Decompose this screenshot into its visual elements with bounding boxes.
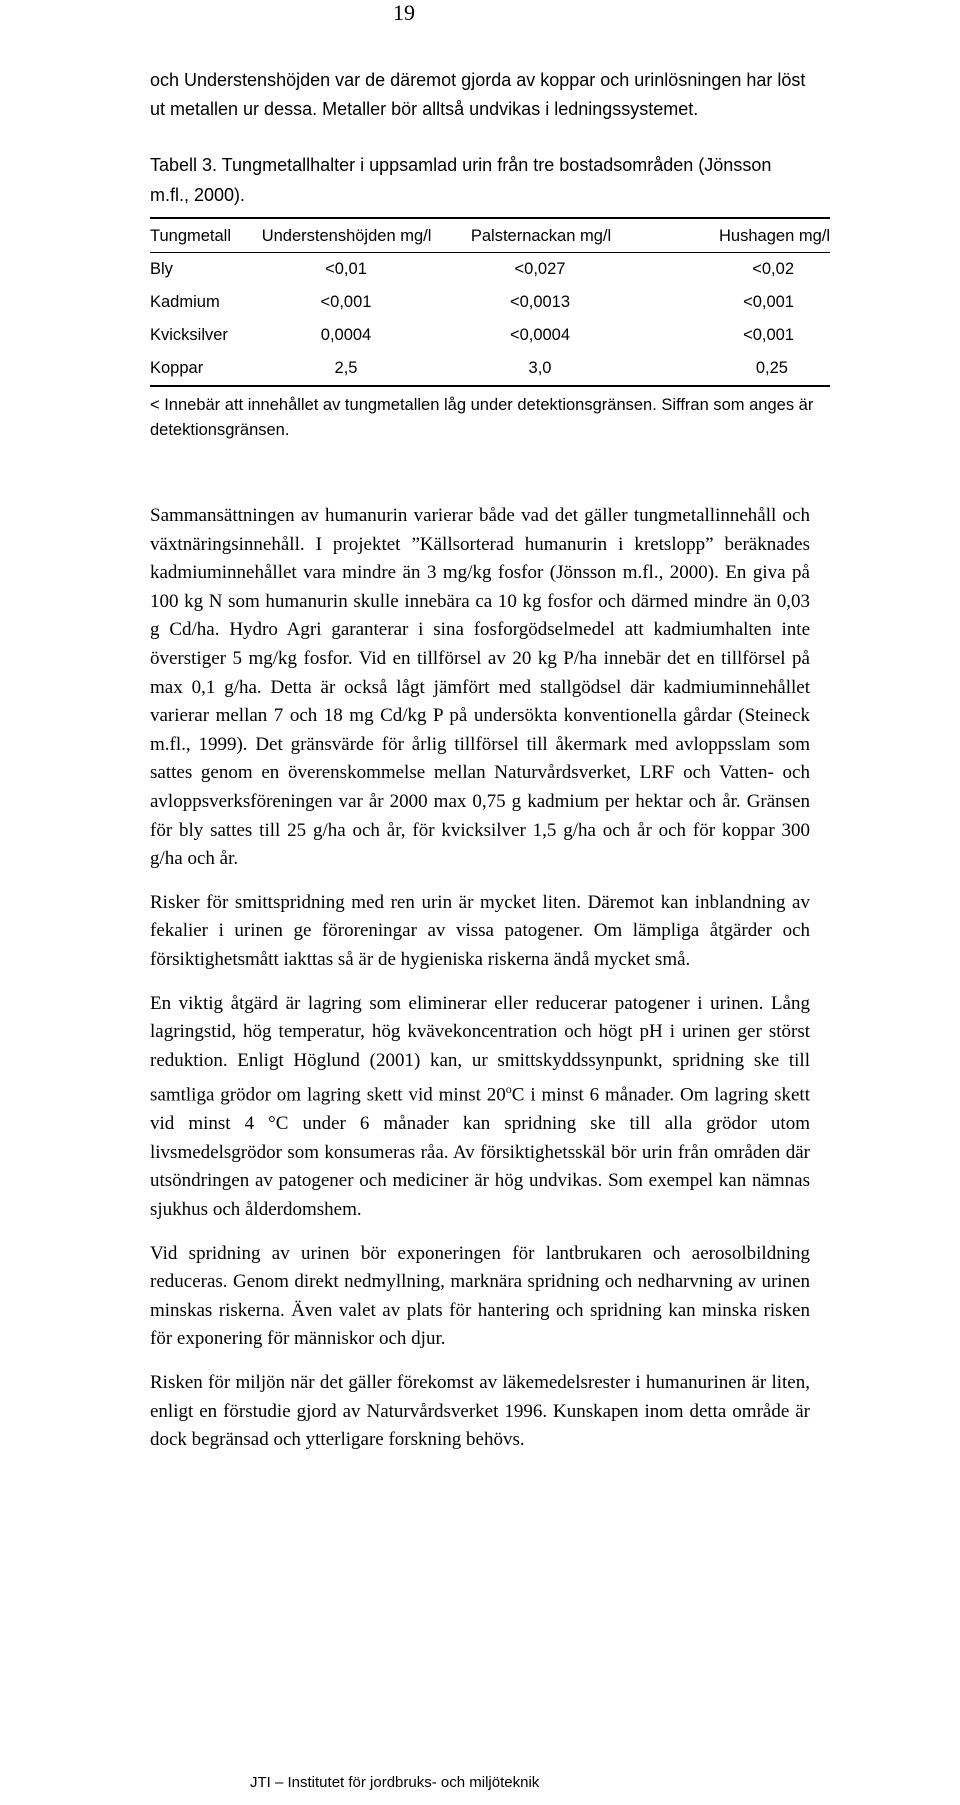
paragraph-text: En viktig åtgärd är lagring som eliminerar eller reducerar patogener i urinen. Lång lagringstid, hög temperatur, hög kvävekoncentration och högt pH i urinen ger störst reduktion. Enligt Höglund (2001) kan, ur smittskyddssynpunkt, spridning ske till samtliga grödor om lagring skett vid minst 20 [150,992,810,1106]
table-cell: Kvicksilver [150,326,228,344]
table-cell: <0,001 [743,326,794,344]
table-bottom-rule [150,385,830,387]
paragraph: Risken för miljön när det gäller förekomst av läkemedelsrester i humanurinen är liten, enligt en förstudie gjord av Naturvårdsverket 1996. Kunskapen inom detta område är dock begränsad och ytterligare forskning behövs. [150,1371,810,1451]
table-note: < Innebär att innehållet av tungmetallen låg under detektionsgränsen. Siffran som anges är detektionsgränsen. [150,396,814,439]
heavy-metal-table [150,217,830,443]
body-text [150,502,810,1470]
page-number: 19 [393,0,415,25]
table-cell: <0,0013 [509,293,571,311]
table-cell: Kadmium [150,293,220,311]
paragraph: Vid spridning av urinen bör exponeringen för lantbrukaren och aerosolbildning reduceras. Genom direkt nedmyllning, marknära spridning och nedharvning av urinen minskas riskerna. Även valet av plats för hantering och spridning kan minska risken för exponering för människor och djur. [150,1242,810,1350]
data-table-body [150,253,830,385]
table-cell: <0,02 [752,260,794,278]
table-cell: Koppar [150,359,204,377]
table-row [150,253,830,286]
table-row [150,286,830,319]
data-table [150,219,830,252]
column-header: Palsternackan mg/l [470,226,612,245]
table-cell: 3,0 [528,359,552,377]
page-footer: JTI – Institutet för jordbruks- och miljöteknik [250,1774,540,1791]
table-row [150,319,830,352]
column-header: Tungmetall [150,226,232,245]
paragraph: Risker för smittspridning med ren urin är mycket liten. Däremot kan inblandning av fekalier i urinen ge föroreningar av vissa patogener. Om lämpliga åtgärder och försiktighetsmått iakttas så är de hygieniska riskerna ändå mycket små. [150,891,810,970]
paragraph-text: C i minst 6 månader. Om lagring skett vid minst 4 °C under 6 månader kan spridning ske till alla grödor utom livsmedelsgrödor som konsumeras råa. Av försiktighetsskäl bör urin från områden där utsöndringen av patogener och mediciner är hög undvikas. Som exempel kan nämnas sjukhus och ålderdomshem. [150,1084,810,1220]
table-cell: 0,25 [755,359,788,377]
paragraph [150,990,810,1225]
table-cell: 0,0004 [320,326,372,344]
column-header: Understenshöjden mg/l [261,226,432,245]
table-cell: <0,027 [514,260,566,278]
table-cell: <0,01 [325,260,367,278]
table-caption: Tabell 3. Tungmetallhalter i uppsamlad urin från tre bostadsområden (Jönsson m.fl., 2000). [150,155,772,205]
intro-paragraph: och Understenshöjden var de däremot gjorda av koppar och urinlösningen har löst ut metallen ur dessa. Metaller bör alltså undvikas i ledningssystemet. [150,70,806,119]
column-header: Hushagen mg/l [719,226,830,245]
table-cell: <0,001 [320,293,372,311]
table-cell: 2,5 [334,359,358,377]
degree-superscript: o [505,1082,512,1097]
table-cell: <0,0004 [509,326,571,344]
table-row [150,352,830,385]
paragraph: Sammansättningen av humanurin varierar både vad det gäller tungmetallinnehåll och växtnäringsinnehåll. I projektet ”Källsorterad humanurin i kretslopp” beräknades kadmiuminnehållet vara mindre än 3 mg/kg fosfor (Jönsson m.fl., 2000). En giva på 100 kg N som humanurin skulle innebära ca 10 kg fosfor och därmed mindre än 0,03 g Cd/ha. Hydro Agri garanterar i sina fosforgödselmedel att kadmiumhalten inte överstiger 5 mg/kg fosfor. Vid en tillförsel av 20 kg P/ha innebär det en tillförsel på max 0,1 g/ha. Detta är också lågt jämfört med stallgödsel där kadmiuminnehållet varierar mellan 7 och 18 mg Cd/kg P på undersökta konventionella gårdar (Steineck m.fl., 1999). Det gränsvärde för årlig tillförsel till åkermark med avloppsslam som sattes genom en överenskommelse mellan Naturvårdsverket, LRF och Vatten- och avloppsverksföreningen var år 2000 max 0,75 g kadmium per hektar och år. Gränsen för bly sattes till 25 g/ha och år, för kvicksilver 1,5 g/ha och år och för koppar 300 g/ha och år. [150,505,810,870]
table-cell: Bly [150,260,173,278]
table-cell: <0,001 [743,293,794,311]
table-header-row [150,219,830,252]
